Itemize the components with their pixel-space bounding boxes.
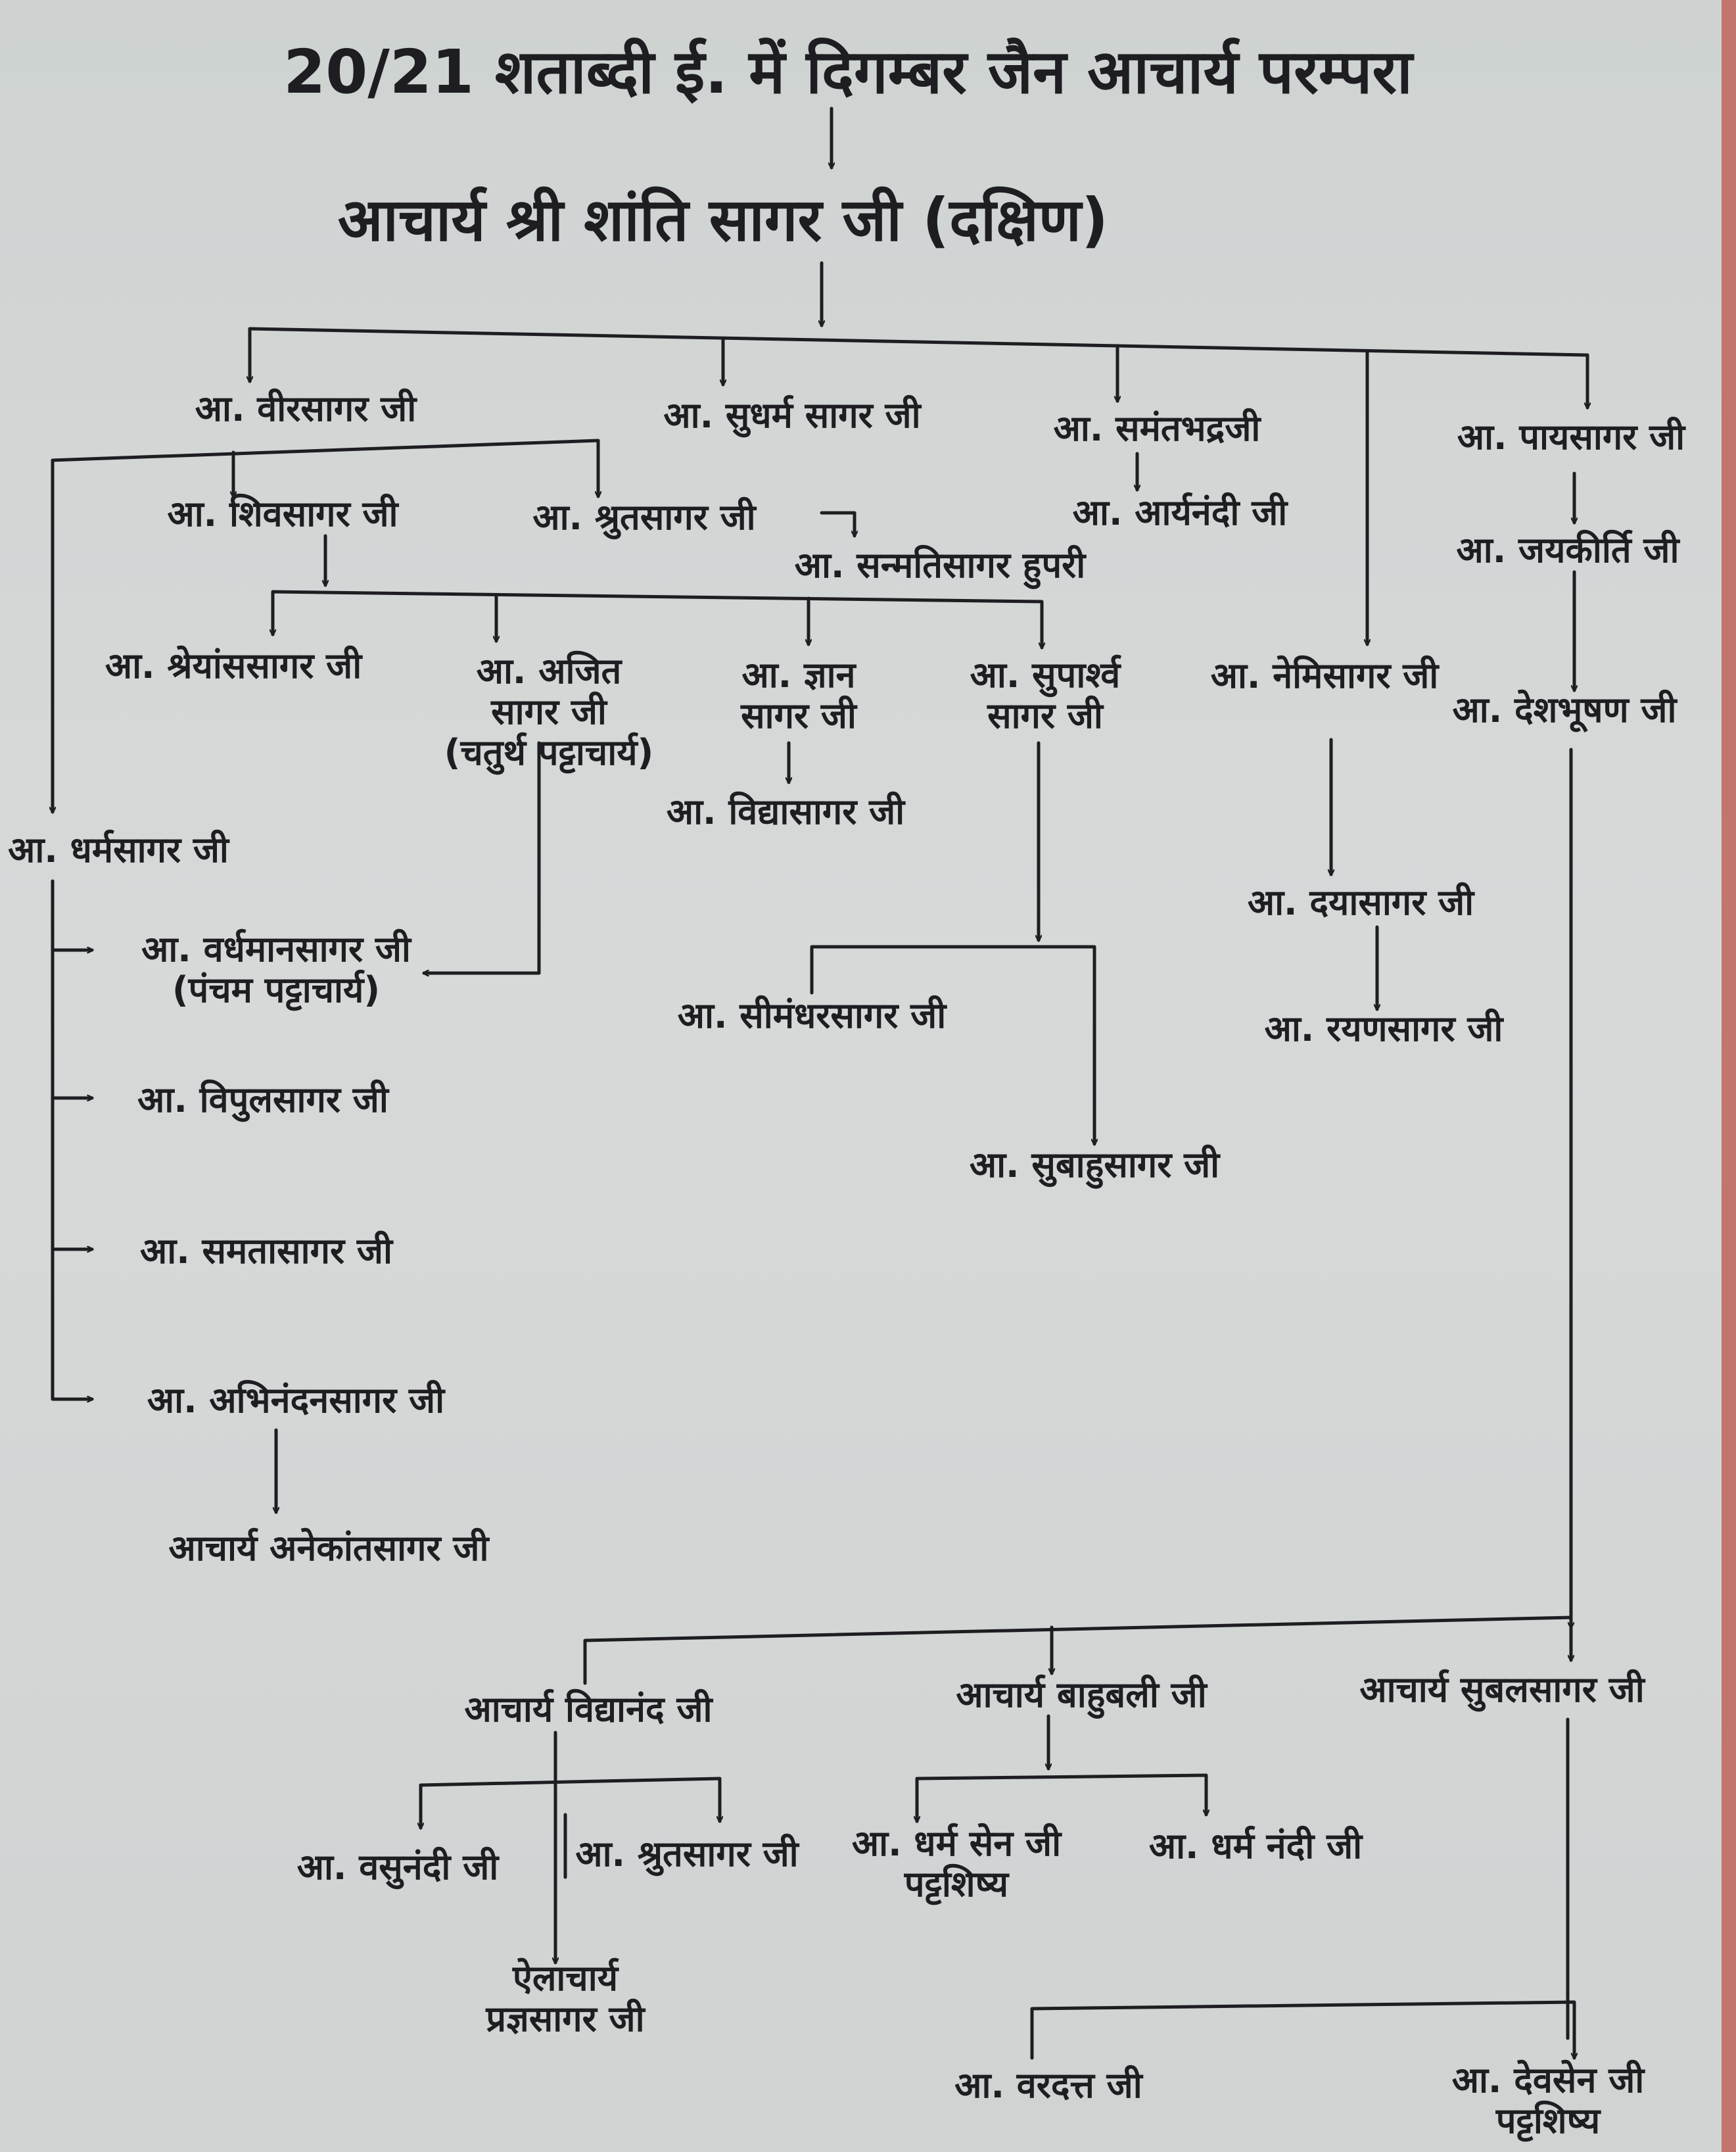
node-vardhamansagar-line2: (पंचम पट्टाचार्य) [172, 969, 381, 1011]
node-jaykirti: आ. जयकीर्ति जी [1456, 529, 1679, 571]
node-ajitsagar [444, 651, 653, 773]
node-ajitsagar-line1: आ. अजित [476, 650, 622, 692]
node-seemandharsagar: आ. सीमंधरसागर जी [677, 994, 947, 1036]
node-dharmsagar: आ. धर्मसागर जी [8, 828, 229, 871]
node-shivsagar: आ. शिवसागर जी [167, 492, 398, 535]
node-vardatt: आ. वरदत्त जी [954, 2064, 1142, 2106]
node-suparshvsagar-line1: आ. सुपार्श्व [970, 654, 1121, 696]
node-gyansagar-line2: सागर जी [741, 695, 856, 736]
node-deshbhushan: आ. देशभूषण जी [1452, 688, 1677, 730]
node-dayasagar: आ. दयासागर जी [1247, 881, 1474, 923]
node-suparshvsagar [970, 655, 1121, 736]
node-shrutsagar-2: आ. श्रुतसागर जी [575, 1832, 799, 1875]
node-ajitsagar-line2: सागर जी [491, 690, 607, 732]
node-gyansagar-line1: आ. ज्ञान [741, 654, 856, 696]
node-shrutsagar-1: आ. श्रुतसागर जी [532, 496, 756, 538]
node-gyansagar [741, 655, 856, 736]
node-vardhamansagar [141, 929, 411, 1011]
node-sanmatisagar: आ. सन्मतिसागर हुपरी [794, 544, 1086, 586]
node-aryanandi: आ. आर्यनंदी जी [1072, 491, 1288, 533]
node-pragyasagar-line1: ऐलाचार्य [512, 1957, 619, 1999]
node-anekantsagar: आचार्य अनेकांतसागर जी [168, 1527, 489, 1569]
node-samtasagar: आ. समतासागर जी [140, 1230, 392, 1272]
chart-title: 20/21 शताब्दी ई. में दिगम्बर जैन आचार्य परम्परा [283, 37, 1413, 108]
node-subahusagar: आ. सुबाहुसागर जी [969, 1143, 1220, 1185]
node-paysagar: आ. पायसागर जी [1457, 416, 1685, 458]
node-subalsagar: आचार्य सुबलसागर जी [1359, 1668, 1645, 1710]
root-node: आचार्य श्री शांति सागर जी (दक्षिण) [337, 185, 1109, 255]
node-pragyasagar-line2: प्रज्ञसागर जी [486, 1998, 645, 2040]
node-dharmnandi: आ. धर्म नंदी जी [1148, 1825, 1363, 1867]
node-pragyasagar [486, 1958, 644, 2040]
node-suparshvsagar-line2: सागर जी [987, 695, 1103, 736]
node-vidyanand: आचार्य विद्यानंद जी [464, 1688, 713, 1730]
node-dharmsen [852, 1823, 1061, 1905]
node-vasunandi: आ. वसुनंदी जी [296, 1846, 499, 1888]
node-devsen-line2: पट्टशिष्य [1495, 2100, 1601, 2141]
node-vidyasagar: आ. विद्यासागर जी [666, 790, 905, 832]
node-veersagar: आ. वीरसागर जी [195, 387, 417, 429]
node-abhinandansagar: आ. अभिनंदनसागर जी [147, 1379, 445, 1421]
node-devsen [1452, 2060, 1645, 2141]
node-vipulsagar: आ. विपुलसागर जी [137, 1078, 388, 1120]
node-bahubali: आचार्य बाहुबली जी [956, 1673, 1207, 1715]
node-dharmsen-line2: पट्टशिष्य [904, 1863, 1009, 1905]
node-nemisagar: आ. नेमिसागर जी [1210, 654, 1439, 696]
node-dharmsen-line1: आ. धर्म सेन जी [851, 1822, 1062, 1864]
node-rayansagar: आ. रयणसागर जी [1264, 1007, 1503, 1049]
node-ajitsagar-line3: (चतुर्थ पट्टाचार्य) [444, 732, 654, 774]
node-devsen-line1: आ. देवसेन जी [1451, 2059, 1645, 2101]
node-shreyanssagar: आ. श्रेयांससागर जी [105, 644, 362, 686]
node-sudharmsagar: आ. सुधर्म सागर जी [663, 394, 921, 436]
node-vardhamansagar-line1: आ. वर्धमानसागर जी [141, 928, 411, 970]
node-samantbhadra: आ. समंतभद्रजी [1053, 407, 1261, 449]
